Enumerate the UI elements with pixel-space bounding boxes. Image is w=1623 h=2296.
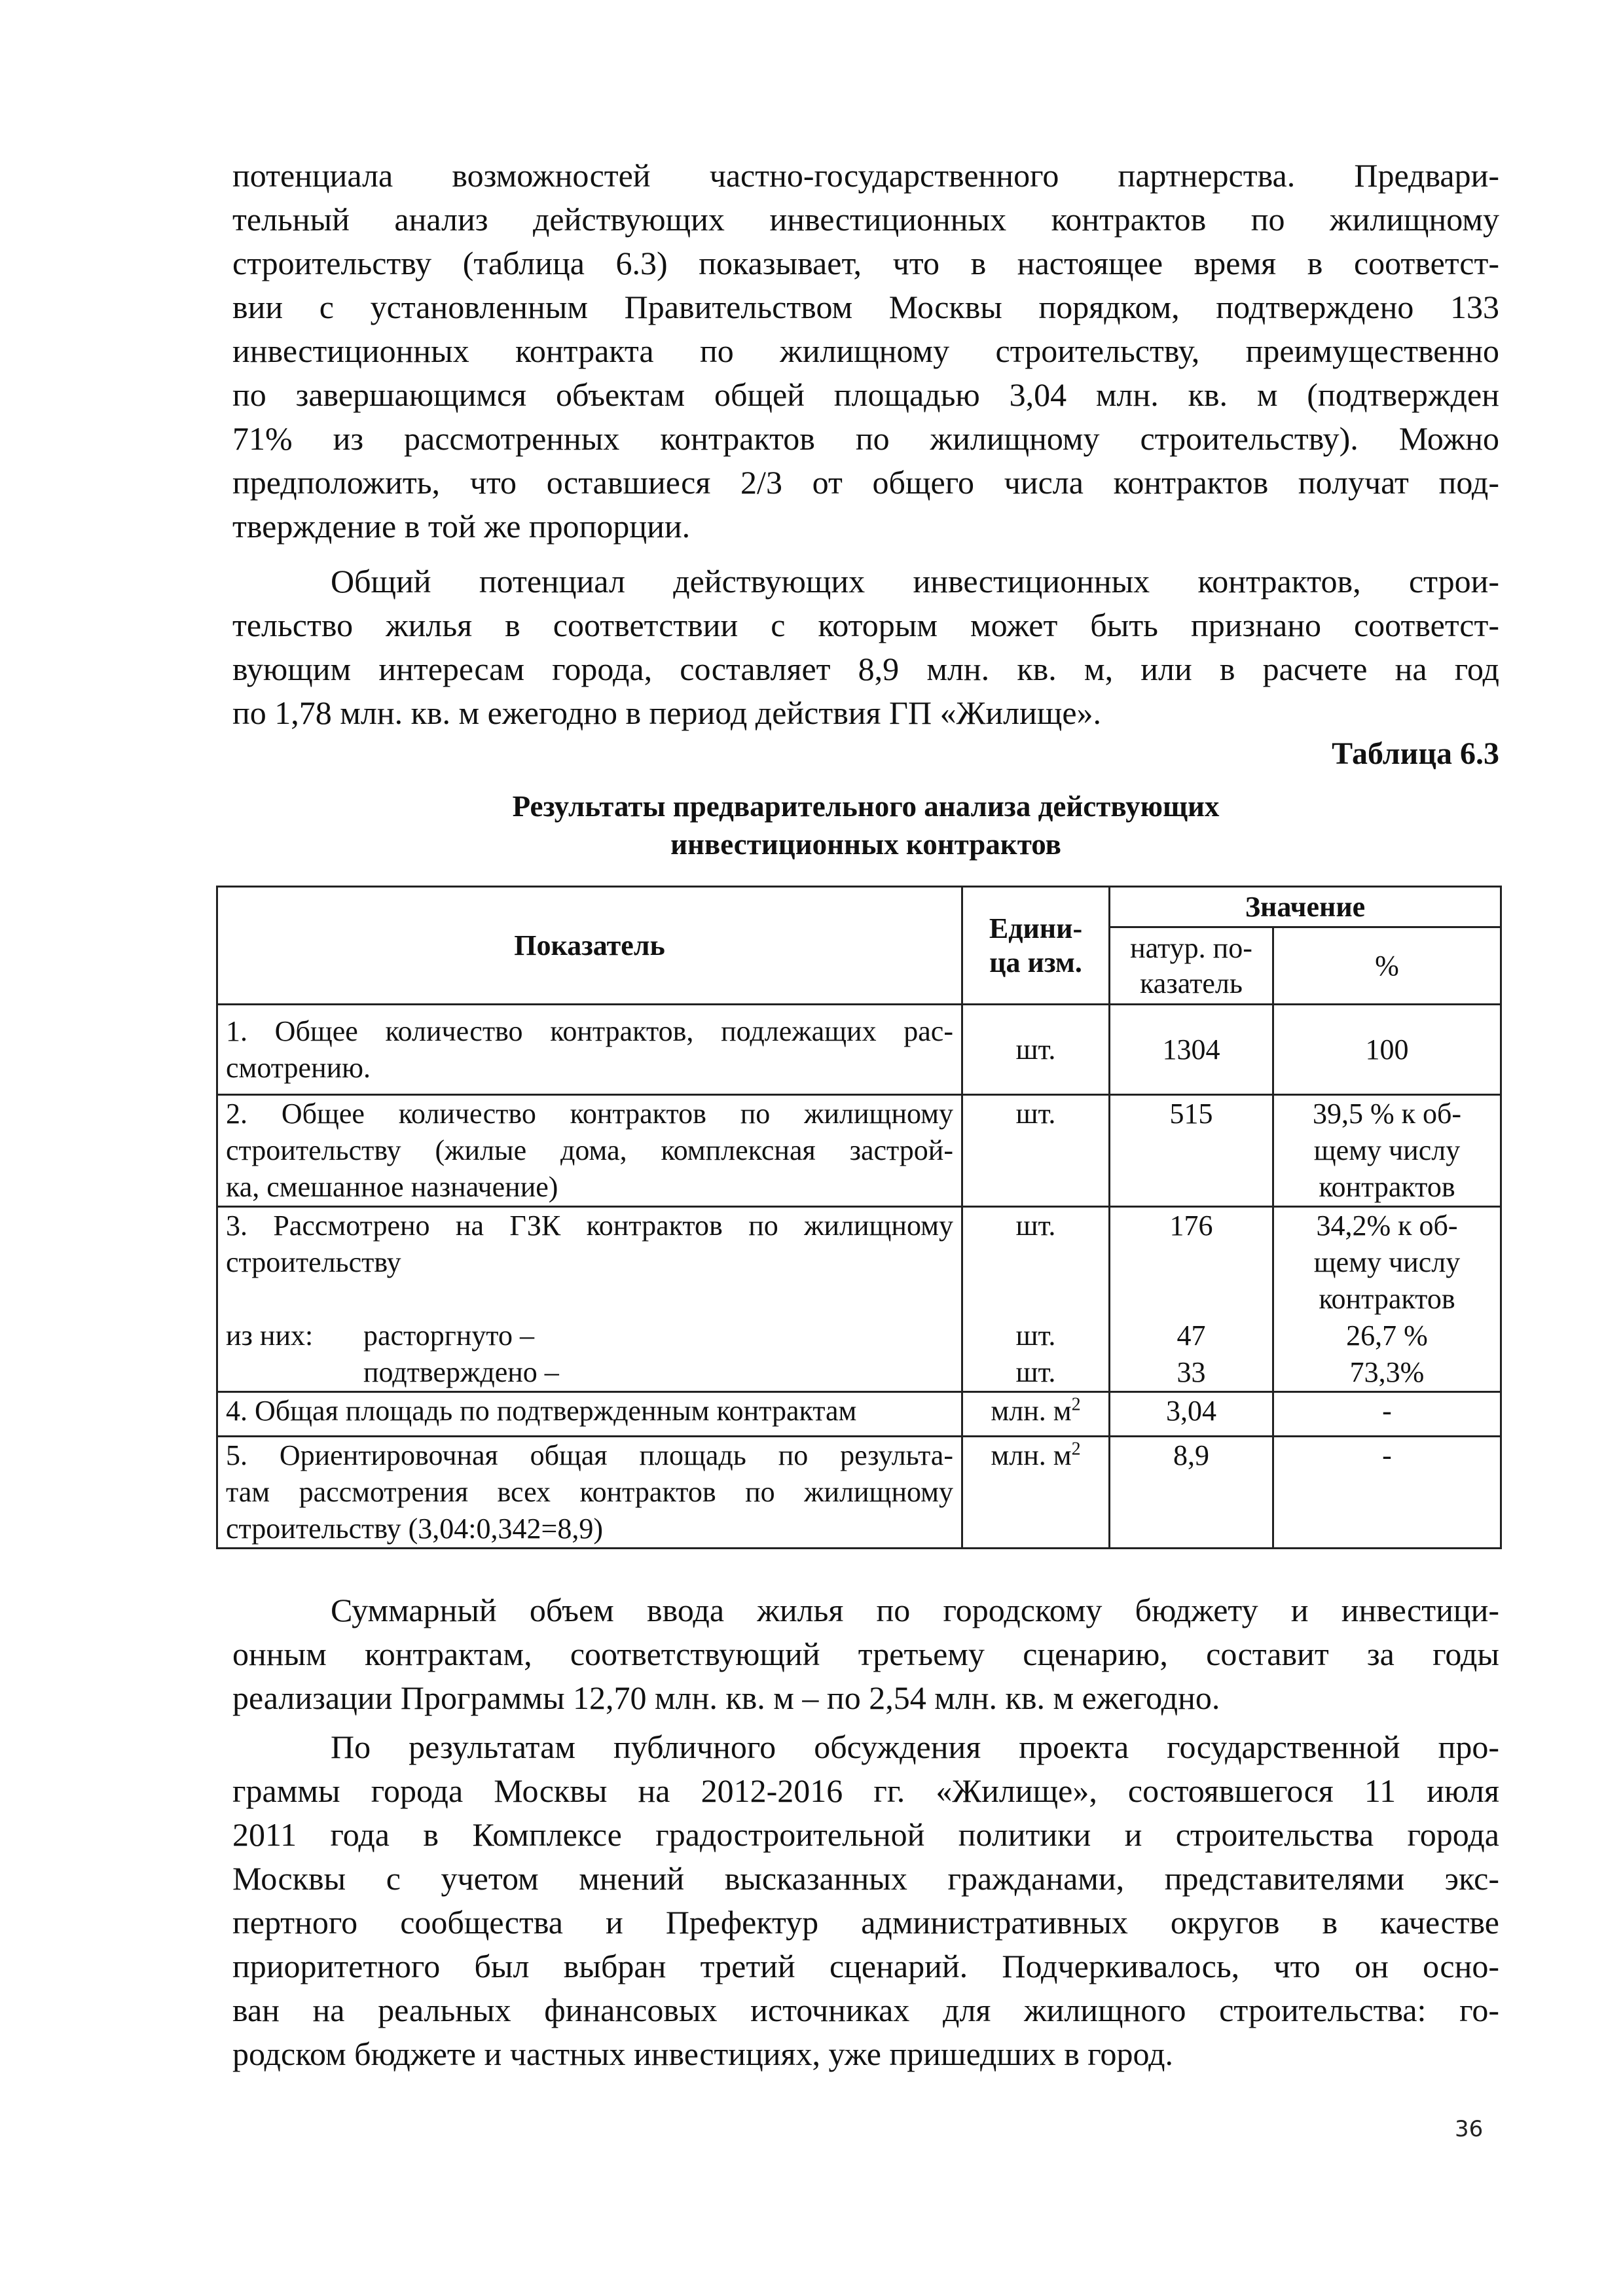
- text-line: 71% из рассмотренных контрактов по жилищному строительству). Можно: [232, 420, 1499, 457]
- row-label: [217, 1005, 962, 1095]
- row-percent: -: [1273, 1392, 1501, 1437]
- text-line: граммы города Москвы на 2012-2016 гг. «Жилище», состоявшегося 11 июля: [232, 1772, 1499, 1809]
- row-label: [217, 1207, 962, 1392]
- text-line: Москвы с учетом мнений высказанных гражданами, представителями экс-: [232, 1860, 1499, 1897]
- table-row: [217, 1005, 1501, 1095]
- table-row: [217, 1207, 1501, 1392]
- row-unit: шт.: [962, 1005, 1110, 1095]
- text-line: родском бюджете и частных инвестициях, уже пришедших в город.: [232, 2036, 1174, 2072]
- row-label-line: строительству: [226, 1246, 401, 1278]
- row-unit: шт.: [962, 1095, 1110, 1207]
- row-label-line: там рассмотрения всех контрактов по жилищному: [226, 1476, 953, 1508]
- text-line: тельный анализ действующих инвестиционных контрактов по жилищному: [232, 201, 1499, 238]
- row-unit: [962, 1207, 1110, 1392]
- text-line: предположить, что оставшиеся 2/3 от общего числа контрактов получат под-: [232, 464, 1499, 501]
- paragraph-4: [232, 1725, 1499, 2076]
- row-value: 1304: [1110, 1005, 1273, 1095]
- text-line: Общий потенциал действующих инвестиционных контрактов, строи-: [331, 563, 1499, 600]
- text-line: онным контрактам, соответствующий третьему сценарию, составит за годы: [232, 1636, 1499, 1672]
- unit-base: млн. м: [991, 1395, 1072, 1427]
- row-label-line: строительству (3,04:0,342=8,9): [226, 1513, 603, 1545]
- row-label-line: 3. Рассмотрено на ГЗК контрактов по жилищному: [226, 1210, 953, 1242]
- row-percent-line: щему числу: [1313, 1246, 1461, 1278]
- text-line: 2011 года в Комплексе градостроительной политики и строительства города: [232, 1816, 1499, 1853]
- header-percent: %: [1273, 927, 1501, 1005]
- row-unit-line: шт.: [1015, 1210, 1056, 1242]
- row-unit: [962, 1392, 1110, 1437]
- row-unit-line: шт.: [1015, 1319, 1056, 1352]
- row-value: 8,9: [1110, 1437, 1273, 1549]
- header-natural-line: казатель: [1140, 967, 1243, 999]
- row-label-line: ка, смешанное назначение): [226, 1171, 558, 1203]
- text-line: вии с установленным Правительством Москвы порядком, подтверждено 133: [232, 289, 1499, 325]
- row-unit-line: шт.: [1015, 1356, 1056, 1388]
- results-table: [216, 886, 1502, 1549]
- row-value-line: 47: [1176, 1319, 1206, 1352]
- text-line: Суммарный объем ввода жилья по городскому бюджету и инвестици-: [331, 1592, 1499, 1628]
- header-indicator: Показатель: [217, 887, 962, 1005]
- row-value: 3,04: [1110, 1392, 1273, 1437]
- text-line: ван на реальных финансовых источниках для жилищного строительства: го-: [232, 1992, 1499, 2028]
- row-sub-prefix: из них:: [226, 1319, 314, 1352]
- table-row: [217, 1437, 1501, 1549]
- row-percent: -: [1273, 1437, 1501, 1549]
- paragraph-3: [232, 1588, 1499, 1720]
- row-label-line: 5. Ориентировочная общая площадь по результа-: [226, 1439, 953, 1471]
- header-unit: Едини- ца изм.: [962, 887, 1110, 1005]
- row-value-line: 33: [1176, 1356, 1206, 1388]
- paragraph-2: [232, 560, 1499, 735]
- header-natural-line: натур. по-: [1130, 931, 1252, 964]
- row-sub-line: [226, 1318, 953, 1354]
- row-label-line: 4. Общая площадь по подтвержденным контрактам: [226, 1395, 857, 1427]
- row-percent-line: 34,2% к об-: [1316, 1210, 1458, 1242]
- row-label: [217, 1392, 962, 1437]
- row-label-line: смотрению.: [226, 1051, 371, 1084]
- row-percent: [1273, 1207, 1501, 1392]
- text-line: По результатам публичного обсуждения проекта государственной про-: [331, 1729, 1499, 1765]
- row-label: [217, 1095, 962, 1207]
- row-percent-line: контрактов: [1319, 1283, 1455, 1315]
- text-line: потенциала возможностей частно-государственного партнерства. Предвари-: [232, 157, 1499, 194]
- text-line: тверждение в той же пропорции.: [232, 508, 691, 545]
- header-natural: [1110, 927, 1273, 1005]
- table-title: [232, 787, 1499, 863]
- unit-superscript: 2: [1071, 1439, 1081, 1460]
- text-line: строительству (таблица 6.3) показывает, что в настоящее время в соответст-: [232, 245, 1499, 281]
- page-number: 36: [1455, 2116, 1484, 2142]
- text-line: реализации Программы 12,70 млн. кв. м – по 2,54 млн. кв. м ежегодно.: [232, 1679, 1220, 1716]
- row-value: 515: [1110, 1095, 1273, 1207]
- table-number: Таблица 6.3: [1332, 736, 1499, 771]
- row-percent: [1273, 1095, 1501, 1207]
- text-line: тельство жилья в соответствии с которым может быть признано соответст-: [232, 607, 1499, 643]
- row-value-line: 176: [1169, 1210, 1213, 1242]
- text-line: приоритетного был выбран третий сценарий. Подчеркивалось, что он осно-: [232, 1948, 1499, 1984]
- text-line: пертного сообщества и Префектур административных округов в качестве: [232, 1904, 1499, 1941]
- row-label-line: 1. Общее количество контрактов, подлежащих рас-: [226, 1014, 953, 1047]
- table-title-line: Результаты предварительного анализа действующих: [512, 790, 1220, 823]
- row-percent: 100: [1273, 1005, 1501, 1095]
- row-label-line: 2. Общее количество контрактов по жилищному: [226, 1098, 953, 1130]
- header-value: Значение: [1110, 887, 1501, 927]
- row-percent-line: 73,3%: [1349, 1356, 1425, 1388]
- table-title-line: инвестиционных контрактов: [670, 828, 1061, 861]
- table-row: [217, 1392, 1501, 1437]
- row-sub-label: расторгнуто –: [363, 1319, 534, 1352]
- row-unit: [962, 1437, 1110, 1549]
- unit-superscript: 2: [1071, 1394, 1081, 1415]
- row-sub-line: [226, 1354, 953, 1391]
- row-label-line: строительству (жилые дома, комплексная застрой-: [226, 1134, 953, 1166]
- row-percent-line: контрактов: [1319, 1171, 1455, 1203]
- text-line: по 1,78 млн. кв. м ежегодно в период действия ГП «Жилище».: [232, 694, 1102, 731]
- row-percent-line: 26,7 %: [1346, 1319, 1428, 1352]
- text-line: инвестиционных контракта по жилищному строительству, преимущественно: [232, 332, 1499, 369]
- row-value: [1110, 1207, 1273, 1392]
- row-percent-line: щему числу: [1313, 1134, 1461, 1166]
- text-line: по завершающимся объектам общей площадью 3,04 млн. кв. м (подтвержден: [232, 376, 1499, 413]
- text-line: вующим интересам города, составляет 8,9 млн. кв. м, или в расчете на год: [232, 651, 1499, 687]
- table-row: [217, 1095, 1501, 1207]
- row-sub-label: подтверждено –: [363, 1356, 559, 1388]
- row-percent-line: 39,5 % к об-: [1312, 1098, 1462, 1130]
- row-label: [217, 1437, 962, 1549]
- paragraph-1: [232, 154, 1499, 548]
- unit-base: млн. м: [991, 1439, 1072, 1471]
